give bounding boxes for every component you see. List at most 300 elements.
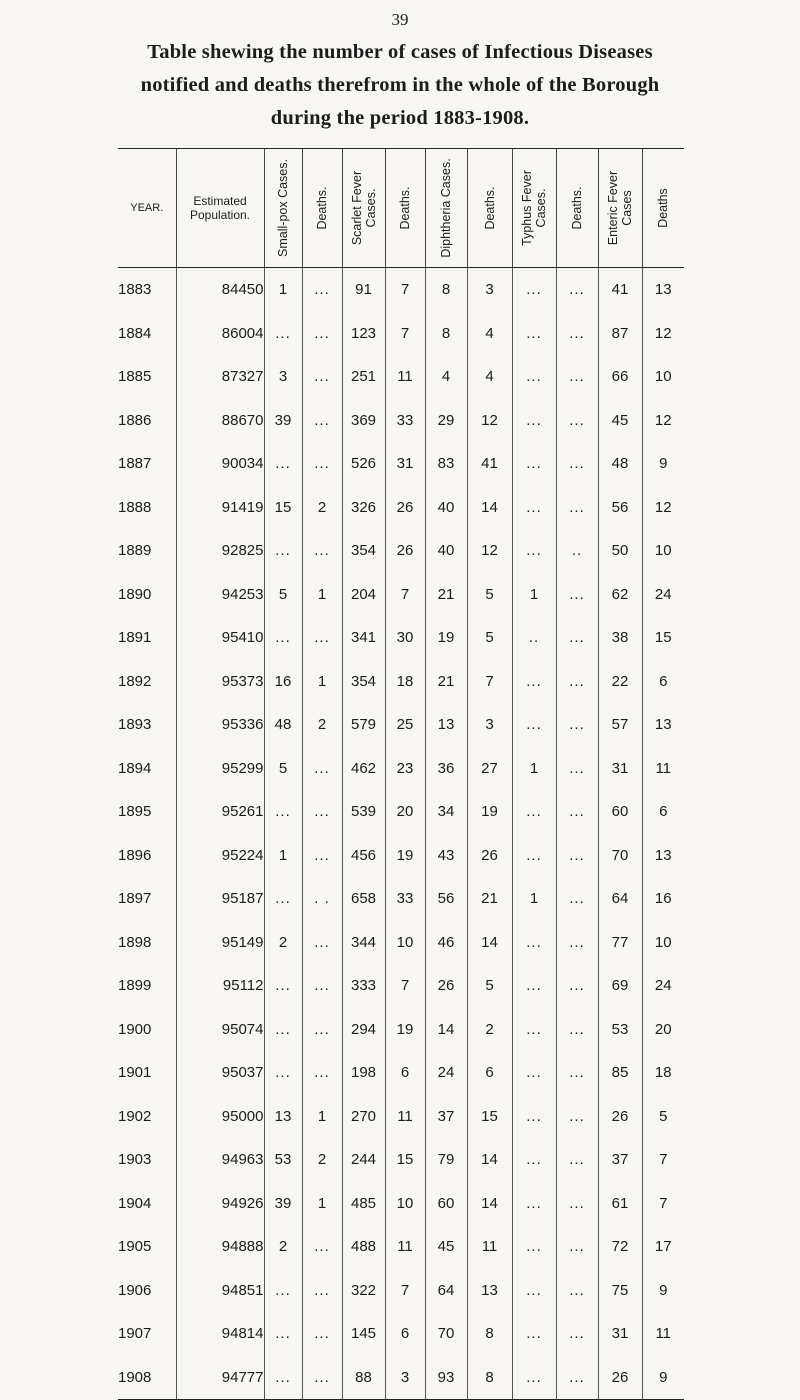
header-smallpox-deaths: Deaths. xyxy=(302,149,342,268)
cell-year: 1908 xyxy=(118,1356,176,1400)
header-typhus-cases: Typhus Fever Cases. xyxy=(512,149,556,268)
cell-population: 86004 xyxy=(176,312,264,356)
cell-smallpox-deaths: ... xyxy=(302,1051,342,1095)
cell-enteric-cases: 75 xyxy=(598,1269,642,1313)
cell-scarlet-cases: 354 xyxy=(342,660,385,704)
cell-scarlet-deaths: 26 xyxy=(385,529,425,573)
cell-diphtheria-cases: 13 xyxy=(425,703,467,747)
cell-smallpox-cases: ... xyxy=(264,790,302,834)
cell-scarlet-deaths: 25 xyxy=(385,703,425,747)
table-row xyxy=(118,355,684,399)
cell-scarlet-deaths: 10 xyxy=(385,1182,425,1226)
cell-scarlet-deaths: 15 xyxy=(385,1138,425,1182)
cell-enteric-deaths: 10 xyxy=(642,529,684,573)
cell-smallpox-cases: ... xyxy=(264,1269,302,1313)
cell-typhus-cases: ... xyxy=(512,1269,556,1313)
cell-enteric-cases: 57 xyxy=(598,703,642,747)
cell-diphtheria-deaths: 14 xyxy=(467,1138,512,1182)
cell-year: 1901 xyxy=(118,1064,152,1082)
cell-smallpox-cases: ... xyxy=(264,616,302,660)
cell-enteric-deaths: 5 xyxy=(642,1095,684,1139)
table-row xyxy=(118,268,684,312)
cell-population: 92825 xyxy=(176,529,264,573)
table-row xyxy=(118,1225,684,1269)
cell-smallpox-deaths: ... xyxy=(302,1008,342,1052)
cell-enteric-deaths: 20 xyxy=(642,1008,684,1052)
cell-diphtheria-deaths: 13 xyxy=(467,1269,512,1313)
cell-scarlet-cases: 123 xyxy=(342,312,385,356)
cell-scarlet-cases: 526 xyxy=(342,442,385,486)
cell-enteric-deaths: 12 xyxy=(642,312,684,356)
cell-scarlet-deaths: 6 xyxy=(385,1051,425,1095)
cell-enteric-cases: 85 xyxy=(598,1051,642,1095)
cell-smallpox-deaths: ... xyxy=(302,355,342,399)
cell-smallpox-cases: 2 xyxy=(264,1225,302,1269)
cell-enteric-deaths: 9 xyxy=(642,1356,684,1400)
cell-scarlet-deaths: 26 xyxy=(385,486,425,530)
table-row xyxy=(118,703,684,747)
cell-typhus-cases: ... xyxy=(512,921,556,965)
cell-diphtheria-deaths: 6 xyxy=(467,1051,512,1095)
cell-enteric-cases: 37 xyxy=(598,1138,642,1182)
cell-diphtheria-deaths: 5 xyxy=(467,616,512,660)
header-typhus-deaths: Deaths. xyxy=(556,149,598,268)
cell-diphtheria-cases: 29 xyxy=(425,399,467,443)
cell-diphtheria-deaths: 4 xyxy=(467,312,512,356)
cell-enteric-deaths: 6 xyxy=(642,790,684,834)
cell-typhus-cases: ... xyxy=(512,1312,556,1356)
cell-population: 94777 xyxy=(176,1356,264,1400)
title-line: notified and deaths therefrom in the whole of the Borough xyxy=(140,74,660,96)
cell-population: 95000 xyxy=(176,1095,264,1139)
cell-year: 1889 xyxy=(118,542,152,560)
cell-typhus-deaths: ... xyxy=(556,268,598,312)
cell-smallpox-deaths: 2 xyxy=(302,703,342,747)
table-row xyxy=(118,486,684,530)
cell-typhus-cases: ... xyxy=(512,1356,556,1400)
cell-typhus-deaths: ... xyxy=(556,1008,598,1052)
cell-diphtheria-cases: 60 xyxy=(425,1182,467,1226)
cell-diphtheria-cases: 93 xyxy=(425,1356,467,1400)
cell-enteric-deaths: 13 xyxy=(642,703,684,747)
cell-enteric-cases: 48 xyxy=(598,442,642,486)
cell-typhus-cases: .. xyxy=(512,616,556,660)
cell-diphtheria-deaths: 21 xyxy=(467,877,512,921)
cell-scarlet-deaths: 7 xyxy=(385,268,425,312)
cell-enteric-deaths: 11 xyxy=(642,747,684,791)
cell-enteric-cases: 64 xyxy=(598,877,642,921)
cell-scarlet-deaths: 7 xyxy=(385,1269,425,1313)
cell-enteric-deaths: 16 xyxy=(642,877,684,921)
cell-scarlet-cases: 658 xyxy=(342,877,385,921)
cell-population: 95373 xyxy=(176,660,264,704)
table-row xyxy=(118,877,684,921)
cell-enteric-cases: 69 xyxy=(598,964,642,1008)
cell-diphtheria-deaths: 4 xyxy=(467,355,512,399)
cell-typhus-cases: ... xyxy=(512,964,556,1008)
cell-smallpox-cases: 1 xyxy=(264,268,302,312)
cell-diphtheria-deaths: 5 xyxy=(467,964,512,1008)
cell-enteric-cases: 70 xyxy=(598,834,642,878)
cell-diphtheria-deaths: 19 xyxy=(467,790,512,834)
cell-smallpox-deaths: ... xyxy=(302,312,342,356)
cell-smallpox-deaths: 1 xyxy=(302,660,342,704)
cell-scarlet-cases: 488 xyxy=(342,1225,385,1269)
title-line: Table shewing the number of cases of Infectious Diseases xyxy=(147,41,653,63)
cell-scarlet-deaths: 6 xyxy=(385,1312,425,1356)
cell-scarlet-cases: 204 xyxy=(342,573,385,617)
cell-population: 88670 xyxy=(176,399,264,443)
cell-smallpox-cases: 5 xyxy=(264,573,302,617)
header-diphtheria-cases: Diphtheria Cases. xyxy=(425,149,467,268)
cell-population: 94888 xyxy=(176,1225,264,1269)
cell-population: 95336 xyxy=(176,703,264,747)
table-row xyxy=(118,964,684,1008)
cell-year: 1906 xyxy=(118,1281,152,1299)
cell-smallpox-cases: 5 xyxy=(264,747,302,791)
cell-year: 1884 xyxy=(118,324,152,342)
cell-population: 95037 xyxy=(176,1051,264,1095)
cell-smallpox-cases: ... xyxy=(264,442,302,486)
table-title xyxy=(30,36,770,135)
cell-enteric-deaths: 12 xyxy=(642,486,684,530)
cell-smallpox-deaths: ... xyxy=(302,1312,342,1356)
cell-typhus-deaths: .. xyxy=(556,529,598,573)
cell-typhus-deaths: ... xyxy=(556,616,598,660)
cell-diphtheria-deaths: 8 xyxy=(467,1312,512,1356)
cell-diphtheria-cases: 37 xyxy=(425,1095,467,1139)
cell-diphtheria-cases: 26 xyxy=(425,964,467,1008)
cell-population: 95112 xyxy=(176,964,264,1008)
table-row xyxy=(118,442,684,486)
cell-year: 1895 xyxy=(118,803,152,821)
cell-year: 1885 xyxy=(118,368,152,386)
table-row xyxy=(118,1312,684,1356)
cell-typhus-cases: ... xyxy=(512,486,556,530)
cell-year: 1899 xyxy=(118,977,152,995)
cell-population: 90034 xyxy=(176,442,264,486)
cell-population: 95261 xyxy=(176,790,264,834)
cell-diphtheria-deaths: 2 xyxy=(467,1008,512,1052)
cell-enteric-cases: 31 xyxy=(598,1312,642,1356)
cell-enteric-deaths: 9 xyxy=(642,442,684,486)
cell-smallpox-deaths: . . xyxy=(302,877,342,921)
cell-typhus-cases: ... xyxy=(512,1182,556,1226)
table-row xyxy=(118,616,684,660)
cell-enteric-deaths: 13 xyxy=(642,268,684,312)
cell-scarlet-deaths: 20 xyxy=(385,790,425,834)
cell-enteric-cases: 77 xyxy=(598,921,642,965)
cell-smallpox-deaths: ... xyxy=(302,790,342,834)
cell-enteric-cases: 26 xyxy=(598,1095,642,1139)
cell-typhus-cases: ... xyxy=(512,1051,556,1095)
cell-typhus-deaths: ... xyxy=(556,312,598,356)
cell-enteric-deaths: 7 xyxy=(642,1182,684,1226)
cell-typhus-cases: ... xyxy=(512,703,556,747)
cell-smallpox-cases: ... xyxy=(264,312,302,356)
table-row xyxy=(118,573,684,617)
cell-enteric-deaths: 7 xyxy=(642,1138,684,1182)
cell-scarlet-cases: 485 xyxy=(342,1182,385,1226)
cell-enteric-cases: 60 xyxy=(598,790,642,834)
cell-smallpox-deaths: ... xyxy=(302,529,342,573)
cell-smallpox-deaths: 1 xyxy=(302,1095,342,1139)
table-row xyxy=(118,1051,684,1095)
table-row xyxy=(118,312,684,356)
cell-smallpox-deaths: 1 xyxy=(302,573,342,617)
cell-scarlet-cases: 198 xyxy=(342,1051,385,1095)
cell-diphtheria-cases: 64 xyxy=(425,1269,467,1313)
cell-typhus-cases: ... xyxy=(512,312,556,356)
cell-smallpox-cases: 3 xyxy=(264,355,302,399)
cell-diphtheria-deaths: 7 xyxy=(467,660,512,704)
cell-diphtheria-deaths: 11 xyxy=(467,1225,512,1269)
cell-enteric-cases: 38 xyxy=(598,616,642,660)
table-row xyxy=(118,921,684,965)
cell-smallpox-cases: ... xyxy=(264,1051,302,1095)
cell-diphtheria-deaths: 14 xyxy=(467,486,512,530)
cell-scarlet-cases: 462 xyxy=(342,747,385,791)
cell-scarlet-cases: 333 xyxy=(342,964,385,1008)
cell-scarlet-cases: 341 xyxy=(342,616,385,660)
header-population: Estimated Population. xyxy=(176,149,264,268)
cell-typhus-deaths: ... xyxy=(556,399,598,443)
cell-population: 95074 xyxy=(176,1008,264,1052)
cell-scarlet-deaths: 19 xyxy=(385,1008,425,1052)
cell-typhus-deaths: ... xyxy=(556,1095,598,1139)
cell-typhus-cases: ... xyxy=(512,790,556,834)
cell-typhus-deaths: ... xyxy=(556,834,598,878)
table-row xyxy=(118,1095,684,1139)
cell-diphtheria-cases: 21 xyxy=(425,660,467,704)
cell-year: 1903 xyxy=(118,1151,152,1169)
cell-typhus-cases: 1 xyxy=(512,573,556,617)
cell-diphtheria-cases: 14 xyxy=(425,1008,467,1052)
cell-typhus-deaths: ... xyxy=(556,1138,598,1182)
cell-population: 94926 xyxy=(176,1182,264,1226)
cell-year: 1904 xyxy=(118,1194,152,1212)
cell-population: 95149 xyxy=(176,921,264,965)
cell-scarlet-cases: 344 xyxy=(342,921,385,965)
cell-scarlet-cases: 244 xyxy=(342,1138,385,1182)
cell-enteric-deaths: 12 xyxy=(642,399,684,443)
cell-smallpox-cases: 39 xyxy=(264,399,302,443)
table-row xyxy=(118,399,684,443)
cell-scarlet-deaths: 11 xyxy=(385,355,425,399)
cell-diphtheria-deaths: 26 xyxy=(467,834,512,878)
cell-population: 94253 xyxy=(176,573,264,617)
cell-population: 94814 xyxy=(176,1312,264,1356)
cell-scarlet-cases: 91 xyxy=(342,268,385,312)
cell-year: 1898 xyxy=(118,933,152,951)
cell-typhus-deaths: ... xyxy=(556,1356,598,1400)
infectious-diseases-table xyxy=(118,148,684,1400)
cell-typhus-cases: ... xyxy=(512,1225,556,1269)
title-line: during the period 1883-1908. xyxy=(270,107,530,129)
cell-enteric-cases: 87 xyxy=(598,312,642,356)
table-row xyxy=(118,1008,684,1052)
cell-typhus-cases: 1 xyxy=(512,877,556,921)
cell-diphtheria-cases: 43 xyxy=(425,834,467,878)
cell-diphtheria-cases: 40 xyxy=(425,486,467,530)
cell-scarlet-cases: 145 xyxy=(342,1312,385,1356)
cell-diphtheria-deaths: 14 xyxy=(467,921,512,965)
cell-scarlet-deaths: 11 xyxy=(385,1225,425,1269)
cell-enteric-deaths: 6 xyxy=(642,660,684,704)
cell-diphtheria-deaths: 27 xyxy=(467,747,512,791)
table-row xyxy=(118,660,684,704)
cell-scarlet-deaths: 10 xyxy=(385,921,425,965)
cell-enteric-cases: 50 xyxy=(598,529,642,573)
header-row xyxy=(118,149,684,268)
cell-population: 95187 xyxy=(176,877,264,921)
cell-typhus-deaths: ... xyxy=(556,486,598,530)
cell-year: 1891 xyxy=(118,629,152,647)
header-smallpox-cases: Small-pox Cases. xyxy=(264,149,302,268)
cell-diphtheria-cases: 40 xyxy=(425,529,467,573)
cell-enteric-cases: 31 xyxy=(598,747,642,791)
cell-enteric-cases: 22 xyxy=(598,660,642,704)
cell-scarlet-cases: 579 xyxy=(342,703,385,747)
cell-smallpox-deaths: ... xyxy=(302,616,342,660)
cell-typhus-deaths: ... xyxy=(556,964,598,1008)
cell-diphtheria-cases: 4 xyxy=(425,355,467,399)
cell-scarlet-cases: 251 xyxy=(342,355,385,399)
cell-enteric-cases: 41 xyxy=(598,268,642,312)
cell-typhus-cases: ... xyxy=(512,1138,556,1182)
cell-enteric-cases: 61 xyxy=(598,1182,642,1226)
cell-smallpox-deaths: ... xyxy=(302,399,342,443)
cell-scarlet-cases: 539 xyxy=(342,790,385,834)
cell-year: 1896 xyxy=(118,846,152,864)
cell-typhus-deaths: ... xyxy=(556,747,598,791)
cell-year: 1886 xyxy=(118,411,152,429)
cell-typhus-cases: ... xyxy=(512,529,556,573)
cell-year: 1892 xyxy=(118,672,152,690)
cell-year: 1905 xyxy=(118,1238,152,1256)
cell-diphtheria-cases: 36 xyxy=(425,747,467,791)
cell-enteric-deaths: 24 xyxy=(642,964,684,1008)
cell-enteric-deaths: 15 xyxy=(642,616,684,660)
table-body xyxy=(118,268,684,1400)
cell-year: 1883 xyxy=(118,281,152,299)
cell-scarlet-deaths: 7 xyxy=(385,964,425,1008)
header-enteric-cases: Enteric Fever Cases xyxy=(598,149,642,268)
cell-scarlet-deaths: 11 xyxy=(385,1095,425,1139)
cell-typhus-cases: 1 xyxy=(512,747,556,791)
cell-smallpox-deaths: ... xyxy=(302,747,342,791)
table-row xyxy=(118,1138,684,1182)
table-row xyxy=(118,747,684,791)
cell-scarlet-deaths: 7 xyxy=(385,573,425,617)
cell-scarlet-cases: 322 xyxy=(342,1269,385,1313)
cell-enteric-cases: 53 xyxy=(598,1008,642,1052)
cell-smallpox-cases: ... xyxy=(264,877,302,921)
cell-smallpox-deaths: ... xyxy=(302,921,342,965)
cell-typhus-deaths: ... xyxy=(556,921,598,965)
cell-enteric-deaths: 11 xyxy=(642,1312,684,1356)
header-scarlet-deaths: Deaths. xyxy=(385,149,425,268)
cell-typhus-deaths: ... xyxy=(556,1312,598,1356)
cell-smallpox-cases: 16 xyxy=(264,660,302,704)
cell-enteric-deaths: 18 xyxy=(642,1051,684,1095)
cell-smallpox-cases: 15 xyxy=(264,486,302,530)
cell-typhus-deaths: ... xyxy=(556,573,598,617)
cell-smallpox-cases: 2 xyxy=(264,921,302,965)
cell-diphtheria-cases: 8 xyxy=(425,268,467,312)
cell-enteric-cases: 56 xyxy=(598,486,642,530)
cell-enteric-cases: 62 xyxy=(598,573,642,617)
cell-population: 91419 xyxy=(176,486,264,530)
cell-enteric-deaths: 10 xyxy=(642,355,684,399)
cell-scarlet-cases: 369 xyxy=(342,399,385,443)
cell-year: 1907 xyxy=(118,1325,152,1343)
cell-scarlet-deaths: 18 xyxy=(385,660,425,704)
cell-population: 95224 xyxy=(176,834,264,878)
cell-typhus-cases: ... xyxy=(512,1095,556,1139)
cell-enteric-cases: 26 xyxy=(598,1356,642,1400)
cell-smallpox-cases: 1 xyxy=(264,834,302,878)
cell-enteric-deaths: 17 xyxy=(642,1225,684,1269)
cell-diphtheria-deaths: 5 xyxy=(467,573,512,617)
table-row xyxy=(118,1182,684,1226)
cell-smallpox-cases: ... xyxy=(264,1008,302,1052)
cell-diphtheria-cases: 21 xyxy=(425,573,467,617)
cell-smallpox-deaths: ... xyxy=(302,442,342,486)
table-row xyxy=(118,1269,684,1313)
cell-scarlet-deaths: 33 xyxy=(385,877,425,921)
cell-scarlet-deaths: 7 xyxy=(385,312,425,356)
cell-typhus-deaths: ... xyxy=(556,1225,598,1269)
cell-population: 95299 xyxy=(176,747,264,791)
header-enteric-deaths: Deaths xyxy=(642,149,684,268)
table-row xyxy=(118,790,684,834)
cell-year: 1900 xyxy=(118,1020,152,1038)
cell-year: 1894 xyxy=(118,759,152,777)
cell-typhus-cases: ... xyxy=(512,660,556,704)
header-diphtheria-deaths: Deaths. xyxy=(467,149,512,268)
cell-scarlet-cases: 294 xyxy=(342,1008,385,1052)
table-row xyxy=(118,1356,684,1400)
cell-diphtheria-deaths: 12 xyxy=(467,529,512,573)
cell-typhus-cases: ... xyxy=(512,268,556,312)
header-scarlet-cases: Scarlet Fever Cases. xyxy=(342,149,385,268)
cell-smallpox-cases: ... xyxy=(264,1312,302,1356)
cell-typhus-deaths: ... xyxy=(556,1269,598,1313)
cell-smallpox-deaths: ... xyxy=(302,1225,342,1269)
cell-typhus-deaths: ... xyxy=(556,1182,598,1226)
table-row xyxy=(118,529,684,573)
cell-diphtheria-cases: 8 xyxy=(425,312,467,356)
cell-typhus-cases: ... xyxy=(512,442,556,486)
cell-scarlet-deaths: 33 xyxy=(385,399,425,443)
cell-population: 94851 xyxy=(176,1269,264,1313)
cell-typhus-deaths: ... xyxy=(556,1051,598,1095)
cell-population: 87327 xyxy=(176,355,264,399)
cell-enteric-deaths: 24 xyxy=(642,573,684,617)
cell-diphtheria-cases: 34 xyxy=(425,790,467,834)
cell-smallpox-cases: 39 xyxy=(264,1182,302,1226)
cell-diphtheria-cases: 56 xyxy=(425,877,467,921)
cell-year: 1897 xyxy=(118,890,152,908)
cell-smallpox-cases: ... xyxy=(264,1356,302,1400)
cell-enteric-deaths: 13 xyxy=(642,834,684,878)
cell-enteric-cases: 45 xyxy=(598,399,642,443)
cell-scarlet-deaths: 31 xyxy=(385,442,425,486)
cell-smallpox-deaths: 2 xyxy=(302,486,342,530)
cell-scarlet-cases: 354 xyxy=(342,529,385,573)
cell-year: 1888 xyxy=(118,498,152,516)
